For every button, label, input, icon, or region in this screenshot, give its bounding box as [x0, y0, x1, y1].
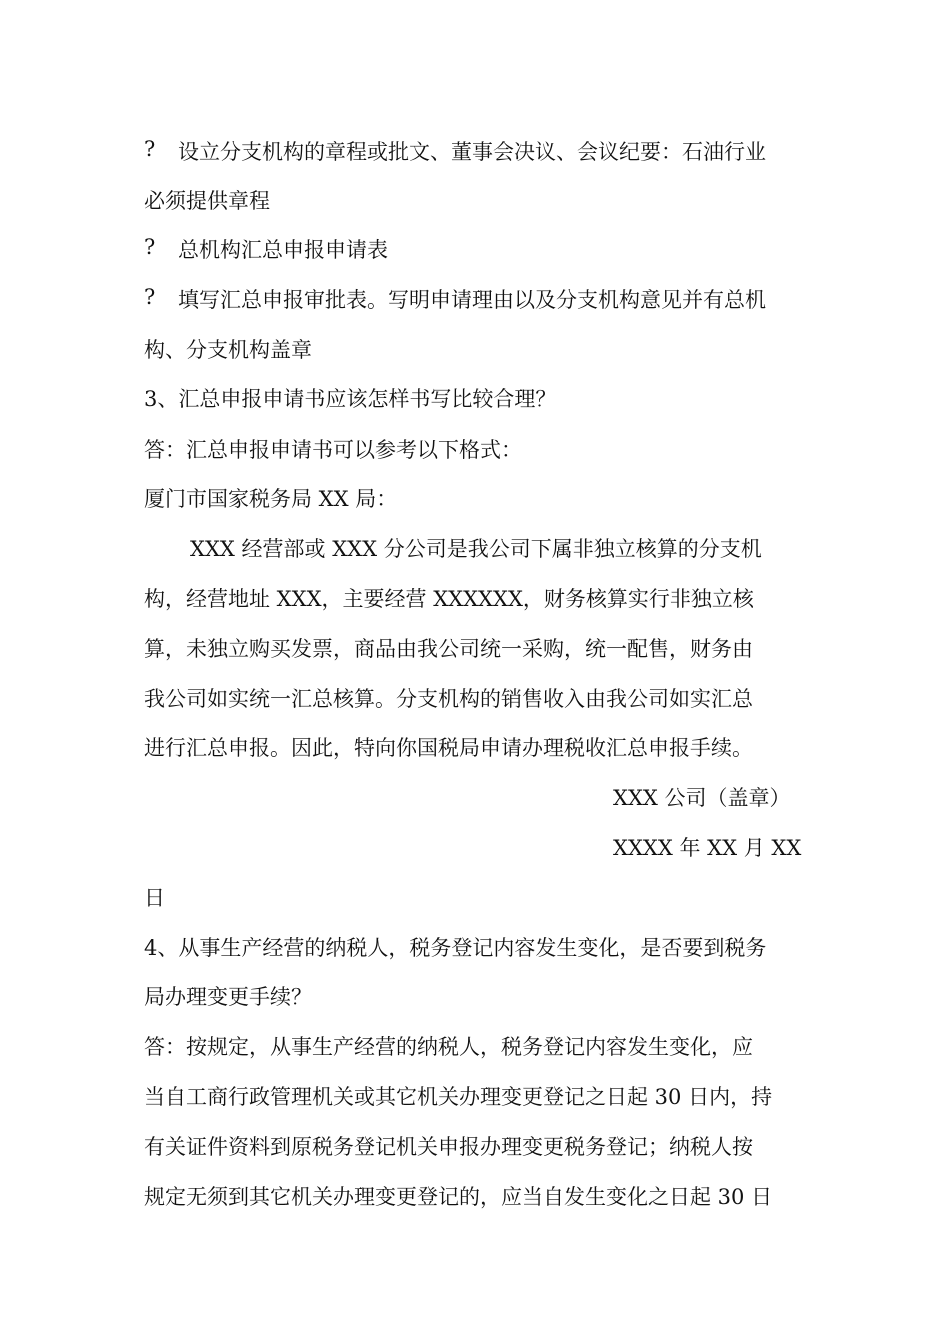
question-heading: 3、汇总申报申请书应该怎样书写比较合理？ — [144, 387, 557, 411]
letter-body-line: 进行汇总申报。因此，特向你国税局申请办理税收汇总申报手续。 — [144, 736, 753, 760]
text-line: 总机构汇总申报申请表 — [178, 238, 388, 262]
bullet-marker: ? — [144, 235, 156, 259]
answer-text: 答：按规定，从事生产经营的纳税人，税务登记内容发生变化，应 — [144, 1035, 753, 1059]
bullet-marker: ? — [144, 137, 156, 161]
letter-signature: XXX 公司（盖章） — [613, 786, 791, 810]
letter-body-line: 构，经营地址 XXX，主要经营 XXXXXX，财务核算实行非独立核 — [144, 587, 754, 611]
letter-date-day: 日 — [144, 886, 165, 910]
text-line: 构、分支机构盖章 — [144, 338, 312, 362]
bullet-marker: ? — [144, 285, 156, 309]
letter-addressee: 厦门市国家税务局 XX 局： — [144, 487, 398, 511]
letter-body-line: XXX 经营部或 XXX 分公司是我公司下属非独立核算的分支机 — [190, 537, 762, 561]
text-line: 规定无须到其它机关办理变更登记的，应当自发生变化之日起 30 日 — [144, 1185, 773, 1209]
text-line: 设立分支机构的章程或批文、董事会决议、会议纪要：石油行业 — [178, 140, 766, 164]
text-line: 有关证件资料到原税务登记机关申报办理变更税务登记；纳税人按 — [144, 1135, 753, 1159]
letter-body-line: 算，未独立购买发票，商品由我公司统一采购，统一配售，财务由 — [144, 637, 753, 661]
question-heading: 4、从事生产经营的纳税人，税务登记内容发生变化，是否要到税务 — [144, 936, 767, 960]
text-line: 填写汇总申报审批表。写明申请理由以及分支机构意见并有总机 — [178, 288, 766, 312]
answer-text: 答：汇总申报申请书可以参考以下格式： — [144, 438, 522, 462]
letter-date: XXXX 年 XX 月 XX — [613, 836, 802, 860]
text-line: 当自工商行政管理机关或其它机关办理变更登记之日起 30 日内，持 — [144, 1085, 773, 1109]
text-line: 必须提供章程 — [144, 189, 270, 213]
letter-body-line: 我公司如实统一汇总核算。分支机构的销售收入由我公司如实汇总 — [144, 687, 753, 711]
text-line: 局办理变更手续？ — [144, 985, 312, 1009]
